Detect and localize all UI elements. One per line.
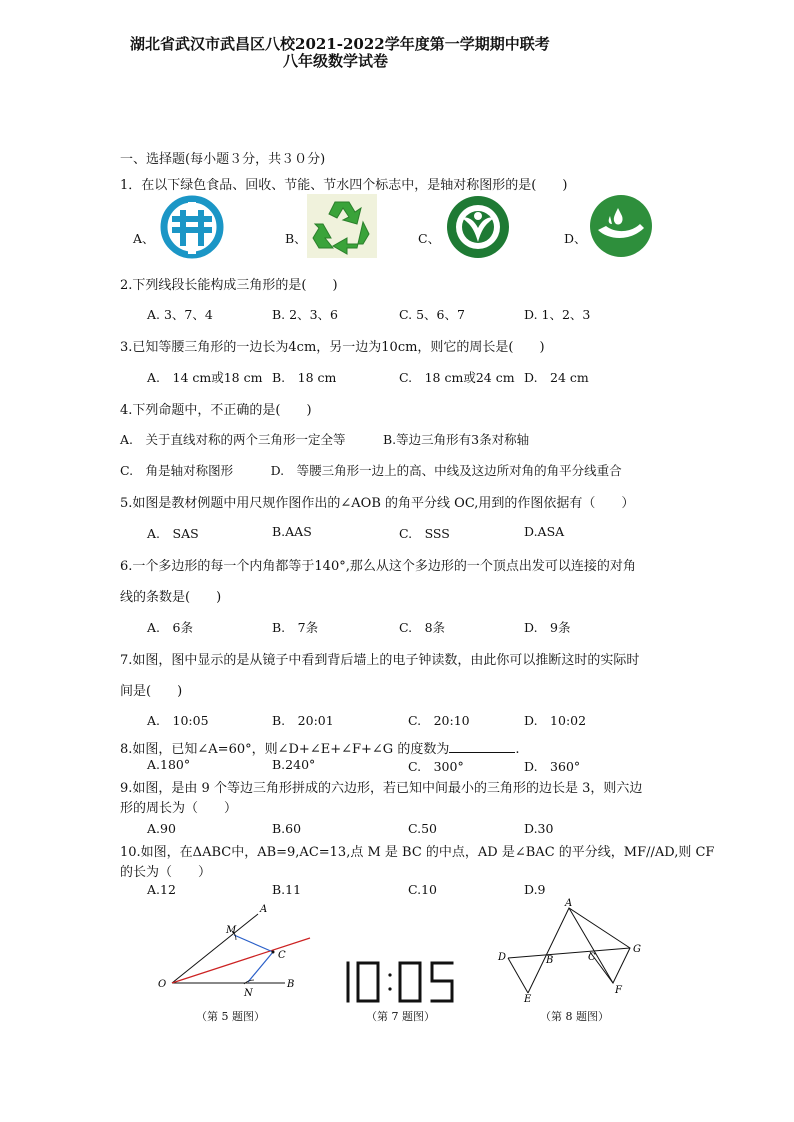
point-c-label: C: [588, 952, 596, 963]
figure-5-caption: （第 5 题图）: [196, 1010, 265, 1023]
question-7-line1: 7.如图，图中显示的是从镜子中看到背后墙上的电子钟读数，由此你可以推断这时的实际时: [120, 653, 640, 668]
q6-option-c: C. 8条: [399, 620, 446, 635]
q8-option-a: A.180°: [147, 757, 191, 772]
q1-option-a-label: A、: [133, 231, 155, 246]
water-saving-logo-icon: [588, 194, 654, 258]
q1-option-d-label: D、: [564, 231, 587, 246]
point-e-label: E: [524, 994, 532, 1002]
q6-option-d: D. 9条: [524, 620, 571, 635]
q1-option-b-label: B、: [285, 231, 307, 246]
question-8-text: [120, 738, 519, 757]
q9-option-a: A.90: [147, 821, 176, 836]
q3-option-c: C. 18 cm或24 cm: [399, 370, 515, 385]
figure-7-caption: （第 7 题图）: [366, 1010, 435, 1023]
q8-option-b: B.240°: [272, 757, 316, 772]
energy-saving-logo-icon: [158, 194, 226, 260]
point-f-label: F: [615, 985, 622, 996]
question-2-text: 2.下列线段长能构成三角形的是( ): [120, 278, 338, 293]
q9-option-d: D.30: [524, 821, 554, 836]
q6-option-b: B. 7条: [272, 620, 319, 635]
exam-title-line2: 八年级数学试卷: [283, 52, 389, 70]
section-heading: 一、选择题(每小题３分，共３０分): [120, 152, 326, 167]
point-a-label: A: [565, 898, 573, 909]
question-9-line2: 形的周长为（ ）: [120, 801, 238, 816]
question-3-text: 3.已知等腰三角形的一边长为4cm，另一边为10cm，则它的周长是( ): [120, 340, 545, 355]
q8-option-c: C. 300°: [408, 759, 464, 774]
q10-option-d: D.9: [524, 882, 546, 897]
point-g-label: G: [633, 944, 641, 955]
answer-blank: [449, 740, 515, 753]
green-food-logo-icon: [444, 194, 512, 260]
q3-option-d: D. 24 cm: [524, 370, 589, 385]
figure-5-angle-bisector: [150, 900, 320, 1000]
question-8-text-before: 8.如图，已知∠A=60°，则∠D+∠E+∠F+∠G 的度数为: [120, 742, 450, 757]
question-5-text: 5.如图是教材例题中用尺规作图作出的∠AOB 的角平分线 OC,用到的作图依据有（ ）: [120, 496, 635, 511]
q7-option-d: D. 10:02: [524, 713, 587, 728]
recycle-logo-icon: [307, 194, 377, 258]
q7-option-b: B. 20:01: [272, 713, 334, 728]
q1-option-c-label: C、: [418, 231, 441, 246]
q10-option-c: C.10: [408, 882, 437, 897]
exam-title-line1: 湖北省武汉市武昌区八校2021-2022学年度第一学期期中联考: [130, 35, 550, 53]
q8-option-d: D. 360°: [524, 759, 581, 774]
question-4-text: 4.下列命题中，不正确的是( ): [120, 403, 312, 418]
q10-option-a: A.12: [147, 882, 176, 897]
q2-option-d: D. 1、2、3: [524, 307, 591, 322]
question-6-line1: 6.一个多边形的每一个内角都等于140°,那么从这个多边形的一个顶点出发可以连接的对角: [120, 559, 636, 574]
point-m-label: M: [226, 925, 237, 936]
point-d-label: D: [498, 952, 507, 963]
q5-option-a: A. SAS: [147, 526, 199, 541]
q3-option-b: B. 18 cm: [272, 370, 337, 385]
point-c-label: C: [278, 950, 286, 961]
q5-option-b: B.AAS: [272, 524, 312, 539]
question-8-text-after: .: [515, 742, 520, 757]
point-o-label: O: [158, 979, 167, 990]
q9-option-b: B.60: [272, 821, 302, 836]
question-10-line2: 的长为（ ）: [120, 865, 212, 880]
q5-option-c: C. SSS: [399, 526, 450, 541]
q2-option-a: A. 3、7、4: [147, 307, 213, 322]
q5-option-d: D.ASA: [524, 524, 565, 539]
q7-option-a: A. 10:05: [147, 713, 209, 728]
question-10-line1: 10.如图，在ΔABC中，AB=9,AC=13,点 M 是 BC 的中点，AD 是∠BAC 的平分线，MF//AD,则 CF: [120, 845, 715, 860]
q3-option-a: A. 14 cm或18 cm: [147, 370, 263, 385]
q4-options-line2: C. 角是轴对称图形 D. 等腰三角形一边上的高、中线及这边所对角的角平分线重合: [120, 463, 622, 478]
question-1-text: 1．在以下绿色食品、回收、节能、节水四个标志中，是轴对称图形的是( ): [120, 178, 568, 193]
point-b-label: B: [546, 955, 554, 966]
q2-option-c: C. 5、6、7: [399, 307, 465, 322]
figure-8-caption: （第 8 题图）: [540, 1010, 609, 1023]
figure-7-digital-clock: [340, 960, 460, 1004]
q4-options-line1: A. 关于直线对称的两个三角形一定全等 B.等边三角形有3条对称轴: [120, 432, 530, 447]
point-b-label: B: [287, 979, 295, 990]
question-7-line2: 间是( ): [120, 684, 183, 699]
question-9-line1: 9.如图，是由 9 个等边三角形拼成的六边形，若已知中间最小的三角形的边长是 3，则六边: [120, 781, 643, 796]
q2-option-b: B. 2、3、6: [272, 307, 338, 322]
question-6-line2: 线的条数是( ): [120, 590, 222, 605]
q9-option-c: C.50: [408, 821, 437, 836]
point-a-label: A: [260, 904, 268, 915]
q10-option-b: B.11: [272, 882, 302, 897]
figure-8-star-figure: [490, 896, 650, 1002]
q6-option-a: A. 6条: [147, 620, 193, 635]
point-n-label: N: [244, 988, 253, 999]
q7-option-c: C. 20:10: [408, 713, 470, 728]
